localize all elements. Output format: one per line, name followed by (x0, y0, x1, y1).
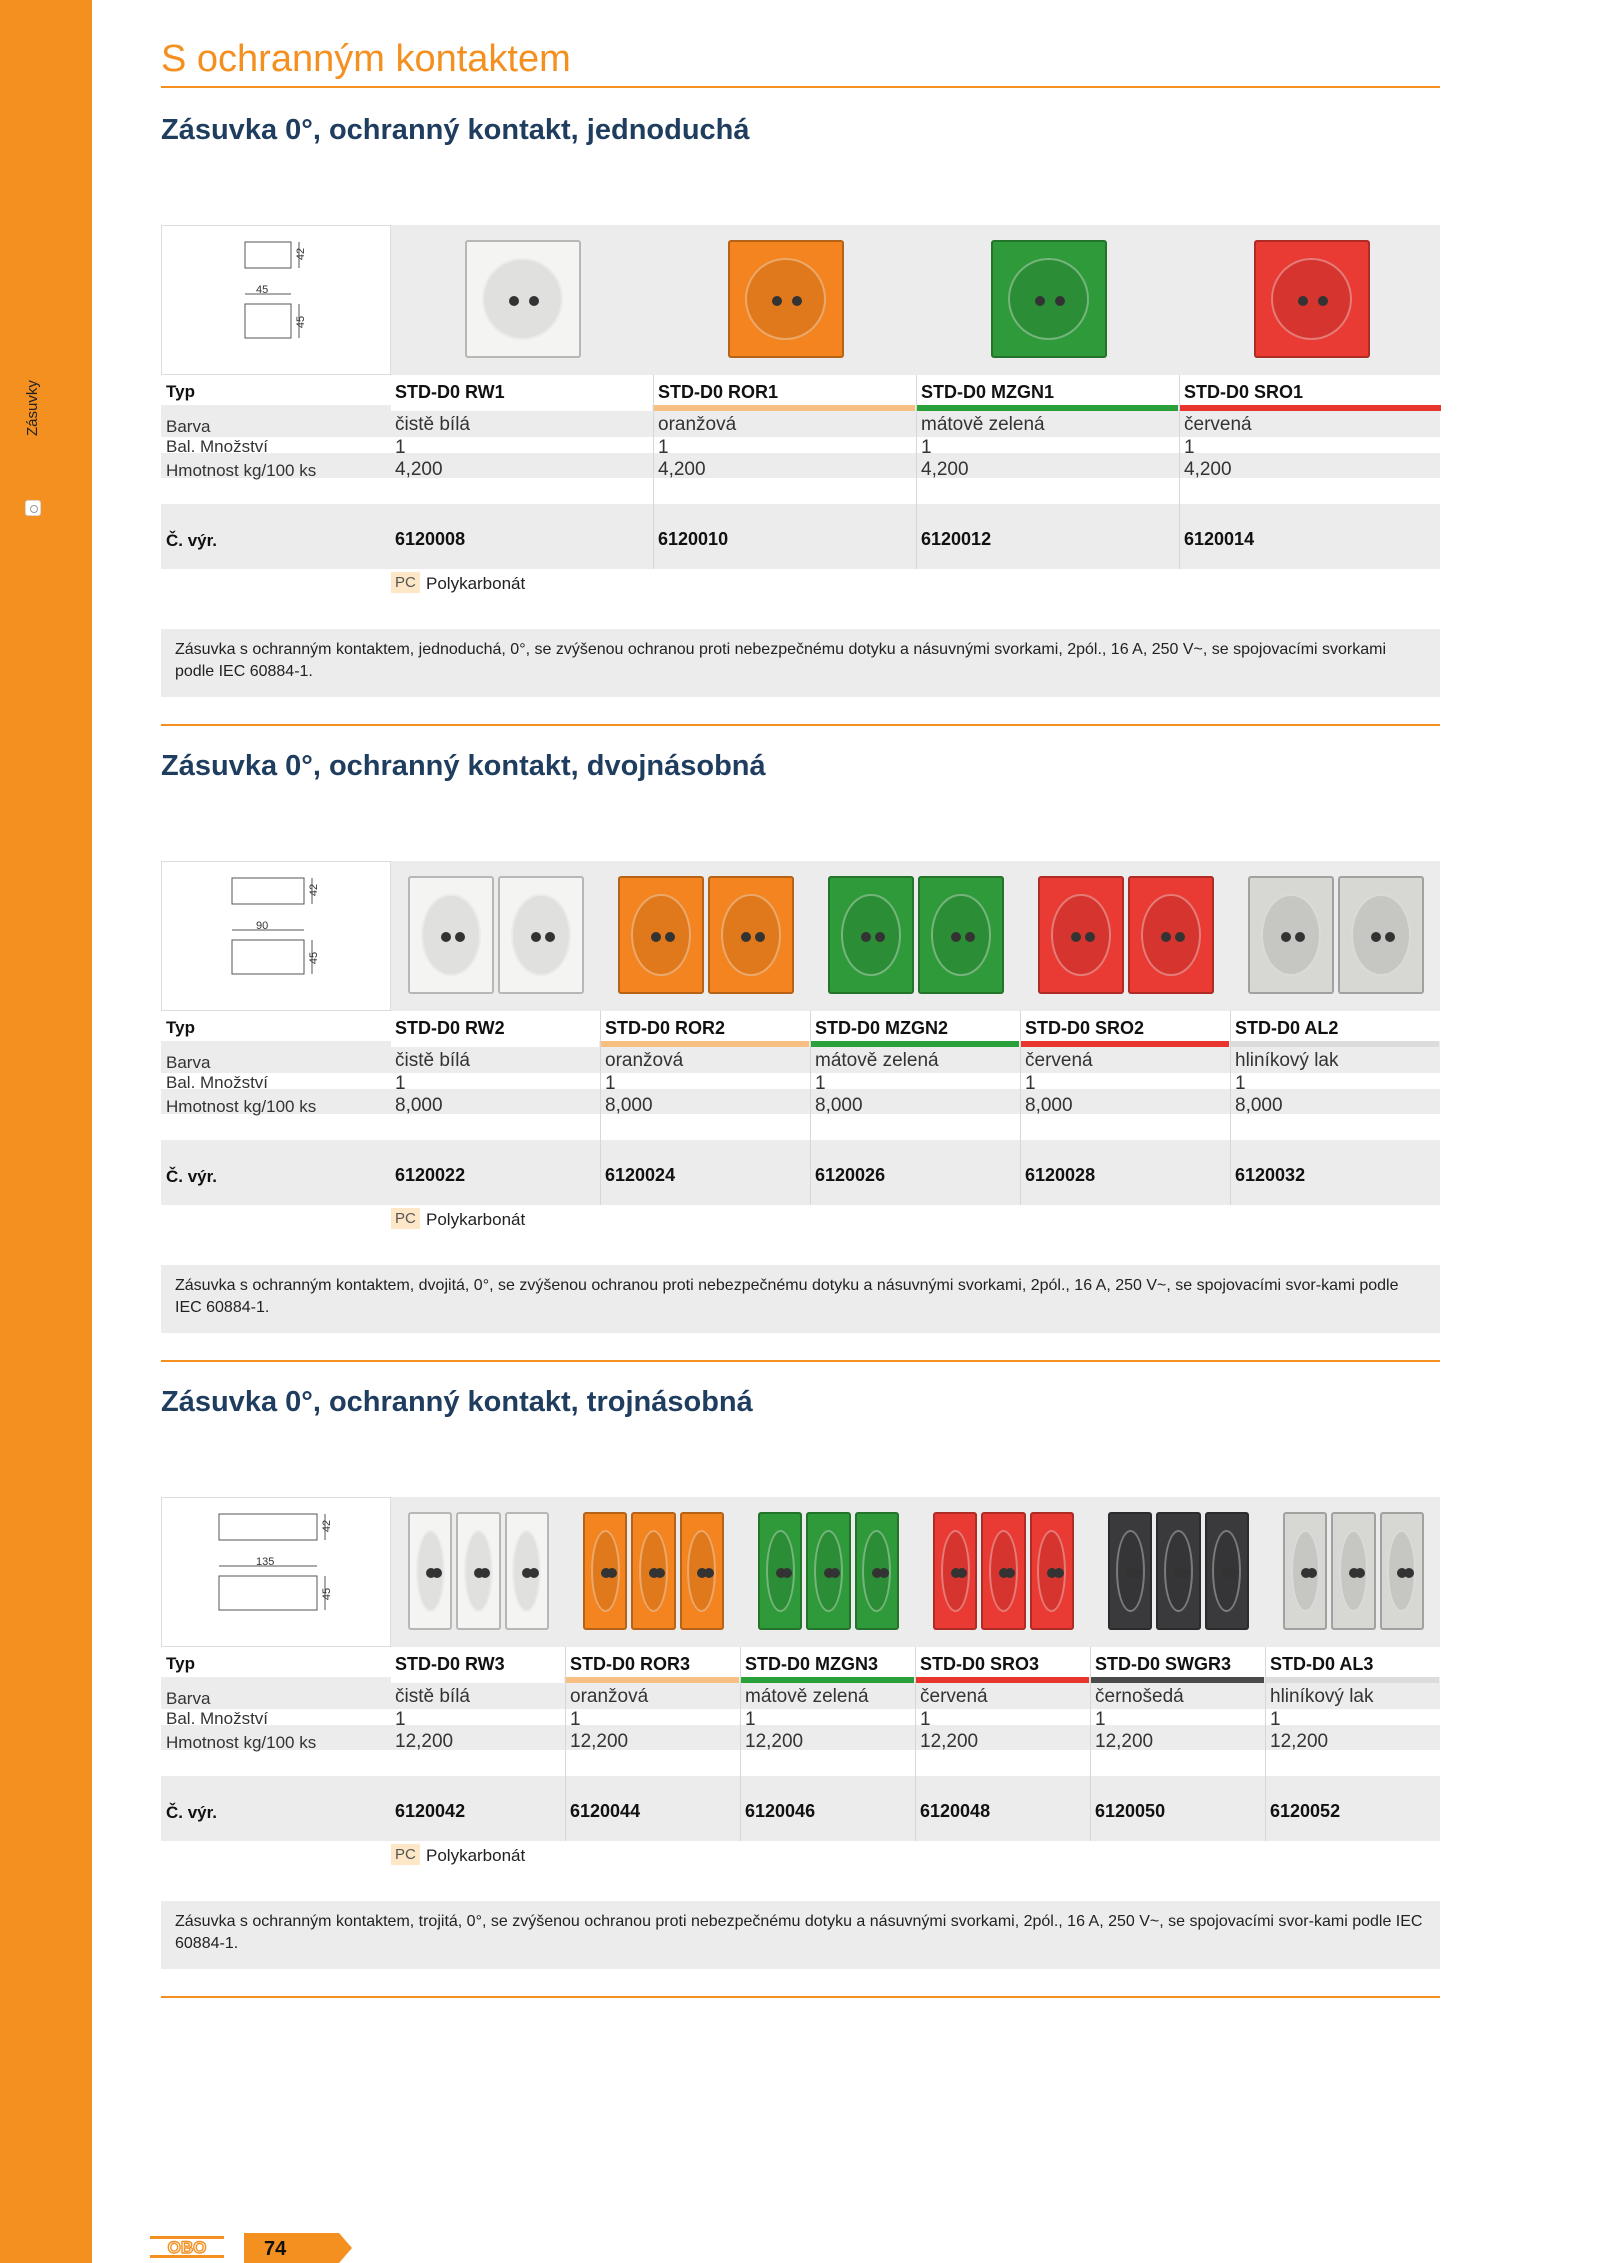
socket-face (512, 1530, 541, 1612)
page-number-tab (244, 2233, 352, 2263)
product-color: mátově zelená (921, 414, 1045, 435)
product-code: 6120052 (1270, 1801, 1341, 1821)
dimension-drawing (161, 225, 391, 375)
product-qty: 1 (395, 1709, 406, 1730)
product-description: Zásuvka s ochranným kontaktem, jednoduchá, 0°, se zvýšenou ochranou proti nebezpečnému dotyku a násuvnými svorkami, 2pól., 16 A, 250 V~, se spojovacími svorkami podle IEC 60884-1. (161, 629, 1440, 697)
color-bar (1021, 1041, 1229, 1047)
socket-face (1387, 1530, 1416, 1612)
material-badge: PC (391, 572, 420, 593)
socket-pin (665, 932, 675, 942)
socket-face (745, 258, 826, 340)
socket-pin (1071, 932, 1081, 942)
socket-module (933, 1512, 977, 1630)
socket-module (981, 1512, 1025, 1630)
socket-module (618, 876, 704, 994)
dimension-height: 42 (308, 883, 321, 897)
label-barva: Barva (166, 417, 211, 436)
product-qty: 1 (395, 437, 406, 458)
product-weight: 8,000 (1235, 1095, 1283, 1116)
socket-pin (782, 1568, 792, 1578)
socket-pin (1054, 1568, 1064, 1578)
color-bar (1091, 1677, 1264, 1683)
socket-face (591, 1530, 620, 1612)
product-code: 6120050 (1095, 1801, 1166, 1821)
product-qty: 1 (1235, 1073, 1246, 1094)
product-weight: 12,200 (920, 1731, 979, 1752)
product-type: STD-D0 MZGN3 (745, 1654, 879, 1674)
socket-pin (1035, 296, 1045, 306)
label-cvyr: Č. výr. (166, 1167, 218, 1186)
socket-pin (455, 932, 465, 942)
socket-face (841, 894, 900, 976)
product-color: čistě bílá (395, 1686, 470, 1707)
socket-module (1128, 876, 1214, 994)
product-section (161, 750, 1440, 1350)
product-code: 6120022 (395, 1165, 466, 1185)
product-code: 6120026 (815, 1165, 886, 1185)
socket-module (708, 876, 794, 994)
socket-face (814, 1530, 843, 1612)
product-color: mátově zelená (745, 1686, 869, 1707)
color-bar (916, 1677, 1089, 1683)
product-image (756, 1506, 901, 1636)
product-code: 6120008 (395, 529, 466, 549)
product-image (726, 234, 846, 364)
socket-pin (741, 932, 751, 942)
socket-module (583, 1512, 627, 1630)
label-bal: Bal. Množství (166, 1073, 269, 1092)
product-qty: 1 (1270, 1709, 1281, 1730)
label-barva: Barva (166, 1053, 211, 1072)
product-type: STD-D0 SWGR3 (1095, 1654, 1232, 1674)
label-hmotnost: Hmotnost kg/100 ks (166, 1733, 317, 1752)
product-section (161, 114, 1440, 714)
product-color: čistě bílá (395, 1050, 470, 1071)
product-weight: 12,200 (395, 1731, 454, 1752)
socket-icon (25, 500, 41, 516)
color-bar (391, 1677, 564, 1683)
socket-module (498, 876, 584, 994)
section-title: Zásuvka 0°, ochranný kontakt, dvojnásobná (161, 750, 766, 782)
socket-face (1261, 894, 1320, 976)
material-name: Polykarbonát (426, 1846, 526, 1865)
socket-module (855, 1512, 899, 1630)
socket-module (505, 1512, 549, 1630)
socket-face (687, 1530, 716, 1612)
socket-pin (651, 932, 661, 942)
socket-pin (875, 932, 885, 942)
label-hmotnost: Hmotnost kg/100 ks (166, 461, 317, 480)
product-code: 6120010 (658, 529, 729, 549)
svg-text:OBO: OBO (167, 2238, 207, 2257)
product-type: STD-D0 SRO2 (1025, 1018, 1145, 1038)
sidebar-accent (0, 0, 92, 2263)
product-qty: 1 (570, 1709, 581, 1730)
color-bar (391, 405, 652, 411)
color-bar (917, 405, 1178, 411)
socket-pin (704, 1568, 714, 1578)
socket-pin (529, 296, 539, 306)
product-type: STD-D0 RW1 (395, 382, 505, 402)
spec-row-bg (161, 1114, 1440, 1140)
product-image (1036, 870, 1216, 1000)
material-name: Polykarbonát (426, 1210, 526, 1229)
spec-row-bg (161, 453, 1440, 478)
spec-row-bg (161, 1750, 1440, 1776)
socket-face (511, 894, 570, 976)
socket-module (806, 1512, 850, 1630)
product-weight: 8,000 (605, 1095, 653, 1116)
color-bar (1266, 1677, 1439, 1683)
socket-face (1351, 894, 1410, 976)
socket-face (464, 1530, 493, 1612)
product-code: 6120012 (921, 529, 992, 549)
color-bar (601, 1041, 809, 1047)
socket-face (1212, 1530, 1241, 1612)
product-color: oranžová (570, 1686, 649, 1707)
product-weight: 4,200 (1184, 459, 1232, 480)
product-code: 6120048 (920, 1801, 991, 1821)
dimension-diagram (202, 870, 352, 1000)
product-weight: 8,000 (1025, 1095, 1073, 1116)
product-image (826, 870, 1006, 1000)
section-divider (161, 1360, 1440, 1362)
socket-pin (1385, 932, 1395, 942)
product-color: hliníkový lak (1235, 1050, 1339, 1071)
socket-pin (1281, 932, 1291, 942)
dimension-height-2: 45 (321, 1587, 334, 1601)
socket-pin (529, 1568, 539, 1578)
socket-module (1156, 1512, 1200, 1630)
dimension-width: 135 (256, 1556, 275, 1568)
socket-pin (1175, 932, 1185, 942)
socket-pin (1295, 932, 1305, 942)
product-color: černošedá (1095, 1686, 1184, 1707)
material-badge: PC (391, 1208, 420, 1229)
product-color: mátově zelená (815, 1050, 939, 1071)
socket-face (1008, 258, 1089, 340)
socket-pin (755, 932, 765, 942)
label-bal: Bal. Množství (166, 1709, 269, 1728)
label-cvyr: Č. výr. (166, 531, 218, 550)
socket-pin (1005, 1568, 1015, 1578)
spec-row-bg (161, 478, 1440, 504)
label-barva: Barva (166, 1689, 211, 1708)
product-qty: 1 (658, 437, 669, 458)
product-image (989, 234, 1109, 364)
dimension-width: 90 (256, 920, 269, 932)
socket-face (931, 894, 990, 976)
product-code: 6120042 (395, 1801, 466, 1821)
section-title: Zásuvka 0°, ochranný kontakt, jednoduchá (161, 114, 750, 146)
product-type: STD-D0 MZGN1 (921, 382, 1055, 402)
socket-pin (441, 932, 451, 942)
product-code: 6120046 (745, 1801, 816, 1821)
color-bar (566, 1677, 739, 1683)
dimension-height: 42 (321, 1519, 334, 1533)
socket-module (918, 876, 1004, 994)
socket-module (1030, 1512, 1074, 1630)
socket-pin (1307, 1568, 1317, 1578)
socket-pin (531, 932, 541, 942)
socket-module (758, 1512, 802, 1630)
product-type: STD-D0 RW2 (395, 1018, 505, 1038)
label-bal: Bal. Množství (166, 437, 269, 456)
color-bar (391, 1041, 599, 1047)
header-divider (161, 86, 1440, 88)
socket-module (828, 876, 914, 994)
product-image (463, 234, 583, 364)
label-typ: Typ (166, 1018, 195, 1037)
socket-face (941, 1530, 970, 1612)
spec-row-bg (161, 437, 1440, 453)
product-type: STD-D0 SRO3 (920, 1654, 1040, 1674)
socket-face (1291, 1530, 1320, 1612)
socket-pin (1132, 1568, 1142, 1578)
product-type: STD-D0 RW3 (395, 1654, 505, 1674)
product-type: STD-D0 ROR3 (570, 1654, 691, 1674)
label-typ: Typ (166, 382, 195, 401)
socket-face (721, 894, 780, 976)
product-color: oranžová (605, 1050, 684, 1071)
socket-pin (1085, 932, 1095, 942)
socket-face (1164, 1530, 1193, 1612)
socket-module (408, 1512, 452, 1630)
label-typ: Typ (166, 1654, 195, 1673)
socket-pin (861, 932, 871, 942)
section-title: Zásuvka 0°, ochranný kontakt, trojnásobná (161, 1386, 753, 1418)
product-image (581, 1506, 726, 1636)
page-number: 74 (264, 2238, 287, 2260)
product-color: červená (920, 1686, 988, 1707)
product-section (161, 1386, 1440, 1986)
product-weight: 8,000 (395, 1095, 443, 1116)
obo-logo (149, 2233, 225, 2261)
socket-pin (1161, 932, 1171, 942)
color-bar (741, 1677, 914, 1683)
socket-pin (1404, 1568, 1414, 1578)
socket-module (1254, 240, 1370, 358)
socket-pin (432, 1568, 442, 1578)
material-badge: PC (391, 1844, 420, 1865)
sidebar-label: Zásuvky (24, 380, 41, 436)
section-divider (161, 724, 1440, 726)
product-weight: 12,200 (745, 1731, 804, 1752)
product-color: červená (1184, 414, 1252, 435)
socket-face (639, 1530, 668, 1612)
socket-face (631, 894, 690, 976)
socket-module (456, 1512, 500, 1630)
product-weight: 4,200 (921, 459, 969, 480)
socket-module (408, 876, 494, 994)
product-weight: 8,000 (815, 1095, 863, 1116)
section-divider (161, 1996, 1440, 1998)
socket-face (1037, 1530, 1066, 1612)
socket-face (989, 1530, 1018, 1612)
socket-module (1283, 1512, 1327, 1630)
product-qty: 1 (605, 1073, 616, 1094)
socket-face (1141, 894, 1200, 976)
color-bar (1231, 1041, 1439, 1047)
product-image (406, 870, 586, 1000)
product-type: STD-D0 MZGN2 (815, 1018, 949, 1038)
product-image (1281, 1506, 1426, 1636)
socket-module (1205, 1512, 1249, 1630)
product-code: 6120032 (1235, 1165, 1306, 1185)
socket-module (728, 240, 844, 358)
page-title: S ochranným kontaktem (161, 38, 571, 80)
socket-module (1338, 876, 1424, 994)
dimension-diagram (202, 234, 352, 364)
product-qty: 1 (920, 1709, 931, 1730)
product-code: 6120044 (570, 1801, 641, 1821)
product-image (616, 870, 796, 1000)
color-bar (811, 1041, 1019, 1047)
dimension-width: 45 (256, 284, 269, 296)
socket-module (680, 1512, 724, 1630)
socket-pin (879, 1568, 889, 1578)
socket-module (1248, 876, 1334, 994)
socket-face (862, 1530, 891, 1612)
socket-face (1116, 1530, 1145, 1612)
product-qty: 1 (745, 1709, 756, 1730)
socket-module (465, 240, 581, 358)
product-qty: 1 (1095, 1709, 1106, 1730)
spec-row-bg (161, 1709, 1440, 1725)
product-description: Zásuvka s ochranným kontaktem, trojitá, 0°, se zvýšenou ochranou proti nebezpečnému dotyku a násuvnými svorkami, 2pól., 16 A, 250 V~, se spojovacími svor-kami podle IEC 60884-1. (161, 1901, 1440, 1969)
product-qty: 1 (815, 1073, 826, 1094)
dimension-drawing (161, 1497, 391, 1647)
dimension-height-2: 45 (308, 951, 321, 965)
socket-pin (965, 932, 975, 942)
socket-face (482, 258, 563, 340)
socket-pin (1055, 296, 1065, 306)
product-description: Zásuvka s ochranným kontaktem, dvojitá, 0°, se zvýšenou ochranou proti nebezpečnému dotyku a násuvnými svorkami, 2pól., 16 A, 250 V~, se spojovacími svor-kami podle IEC 60884-1. (161, 1265, 1440, 1333)
product-type: STD-D0 AL3 (1270, 1654, 1374, 1674)
product-image (1246, 870, 1426, 1000)
socket-module (631, 1512, 675, 1630)
color-bar (654, 405, 915, 411)
socket-pin (1355, 1568, 1365, 1578)
product-color: červená (1025, 1050, 1093, 1071)
socket-face (416, 1530, 445, 1612)
socket-face (1339, 1530, 1368, 1612)
dimension-height: 42 (295, 247, 308, 261)
dimension-drawing (161, 861, 391, 1011)
socket-pin (772, 296, 782, 306)
socket-pin (655, 1568, 665, 1578)
socket-pin (480, 1568, 490, 1578)
socket-pin (1318, 296, 1328, 306)
color-bar (1180, 405, 1441, 411)
spec-row-bg (161, 1073, 1440, 1089)
product-qty: 1 (1025, 1073, 1036, 1094)
product-weight: 12,200 (1270, 1731, 1329, 1752)
socket-pin (830, 1568, 840, 1578)
product-image (1252, 234, 1372, 364)
socket-pin (1371, 932, 1381, 942)
product-type: STD-D0 AL2 (1235, 1018, 1339, 1038)
product-qty: 1 (1184, 437, 1195, 458)
socket-pin (509, 296, 519, 306)
socket-face (766, 1530, 795, 1612)
product-weight: 12,200 (1095, 1731, 1154, 1752)
product-qty: 1 (921, 437, 932, 458)
label-hmotnost: Hmotnost kg/100 ks (166, 1097, 317, 1116)
socket-face (1271, 258, 1352, 340)
socket-face (1051, 894, 1110, 976)
product-weight: 4,200 (658, 459, 706, 480)
product-image (931, 1506, 1076, 1636)
product-code: 6120024 (605, 1165, 676, 1185)
product-color: oranžová (658, 414, 737, 435)
socket-pin (957, 1568, 967, 1578)
socket-pin (545, 932, 555, 942)
socket-pin (1229, 1568, 1239, 1578)
socket-pin (1298, 296, 1308, 306)
material-name: Polykarbonát (426, 574, 526, 593)
dimension-height-2: 45 (295, 315, 308, 329)
socket-face (421, 894, 480, 976)
socket-module (1380, 1512, 1424, 1630)
label-cvyr: Č. výr. (166, 1803, 218, 1822)
product-color: hliníkový lak (1270, 1686, 1374, 1707)
product-weight: 12,200 (570, 1731, 629, 1752)
product-qty: 1 (395, 1073, 406, 1094)
product-code: 6120028 (1025, 1165, 1096, 1185)
socket-pin (792, 296, 802, 306)
socket-module (991, 240, 1107, 358)
socket-module (1108, 1512, 1152, 1630)
product-color: čistě bílá (395, 414, 470, 435)
product-weight: 4,200 (395, 459, 443, 480)
socket-module (1038, 876, 1124, 994)
product-code: 6120014 (1184, 529, 1255, 549)
socket-pin (951, 932, 961, 942)
socket-module (1331, 1512, 1375, 1630)
socket-pin (1180, 1568, 1190, 1578)
socket-pin (607, 1568, 617, 1578)
product-type: STD-D0 ROR2 (605, 1018, 726, 1038)
product-image (406, 1506, 551, 1636)
product-image (1106, 1506, 1251, 1636)
product-type: STD-D0 ROR1 (658, 382, 779, 402)
product-type: STD-D0 SRO1 (1184, 382, 1304, 402)
